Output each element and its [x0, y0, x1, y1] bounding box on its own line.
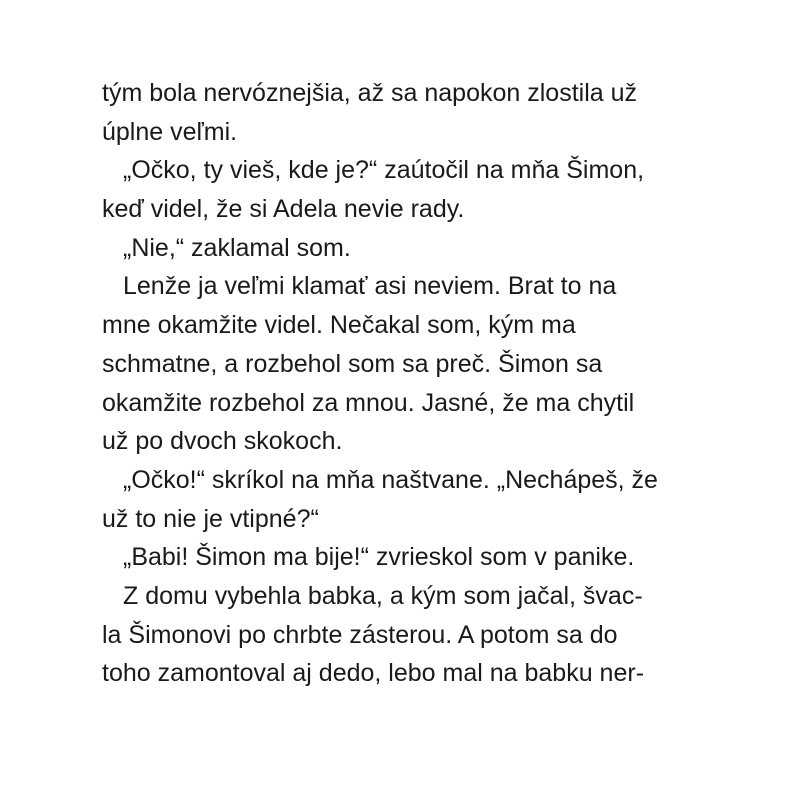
- text-line: „Nie,“ zaklamal som.: [123, 233, 351, 262]
- text-line: schmatne, a rozbehol som sa preč. Šimon sa: [102, 349, 603, 378]
- text-line: „Babi! Šimon ma bije!“ zvrieskol som v panike.: [123, 543, 635, 572]
- text-line: „Očko, ty vieš, kde je?“ zaútočil na mňa Šimon,: [123, 156, 645, 185]
- text-line: Z domu vybehla babka, a kým som jačal, švac-: [123, 581, 643, 610]
- text-line: úplne veľmi.: [102, 117, 238, 146]
- text-line: mne okamžite videl. Nečakal som, kým ma: [102, 311, 576, 340]
- text-line: la Šimonovi po chrbte zásterou. A potom sa do: [102, 620, 618, 649]
- text-line: tým bola nervóznejšia, až sa napokon zlostila už: [102, 79, 638, 107]
- book-page-text: [102, 74, 722, 693]
- text-line: toho zamontoval aj dedo, lebo mal na babku ner-: [102, 659, 645, 688]
- text-line: už to nie je vtipné?“: [102, 504, 319, 533]
- text-line: keď videl, že si Adela nevie rady.: [102, 195, 465, 224]
- text-line: okamžite rozbehol za mnou. Jasné, že ma chytil: [102, 388, 635, 417]
- text-line: už po dvoch skokoch.: [102, 427, 343, 456]
- text-line: „Očko!“ skríkol na mňa naštvane. „Nechápeš, že: [123, 465, 658, 494]
- text-line: Lenže ja veľmi klamať asi neviem. Brat to na: [123, 272, 617, 301]
